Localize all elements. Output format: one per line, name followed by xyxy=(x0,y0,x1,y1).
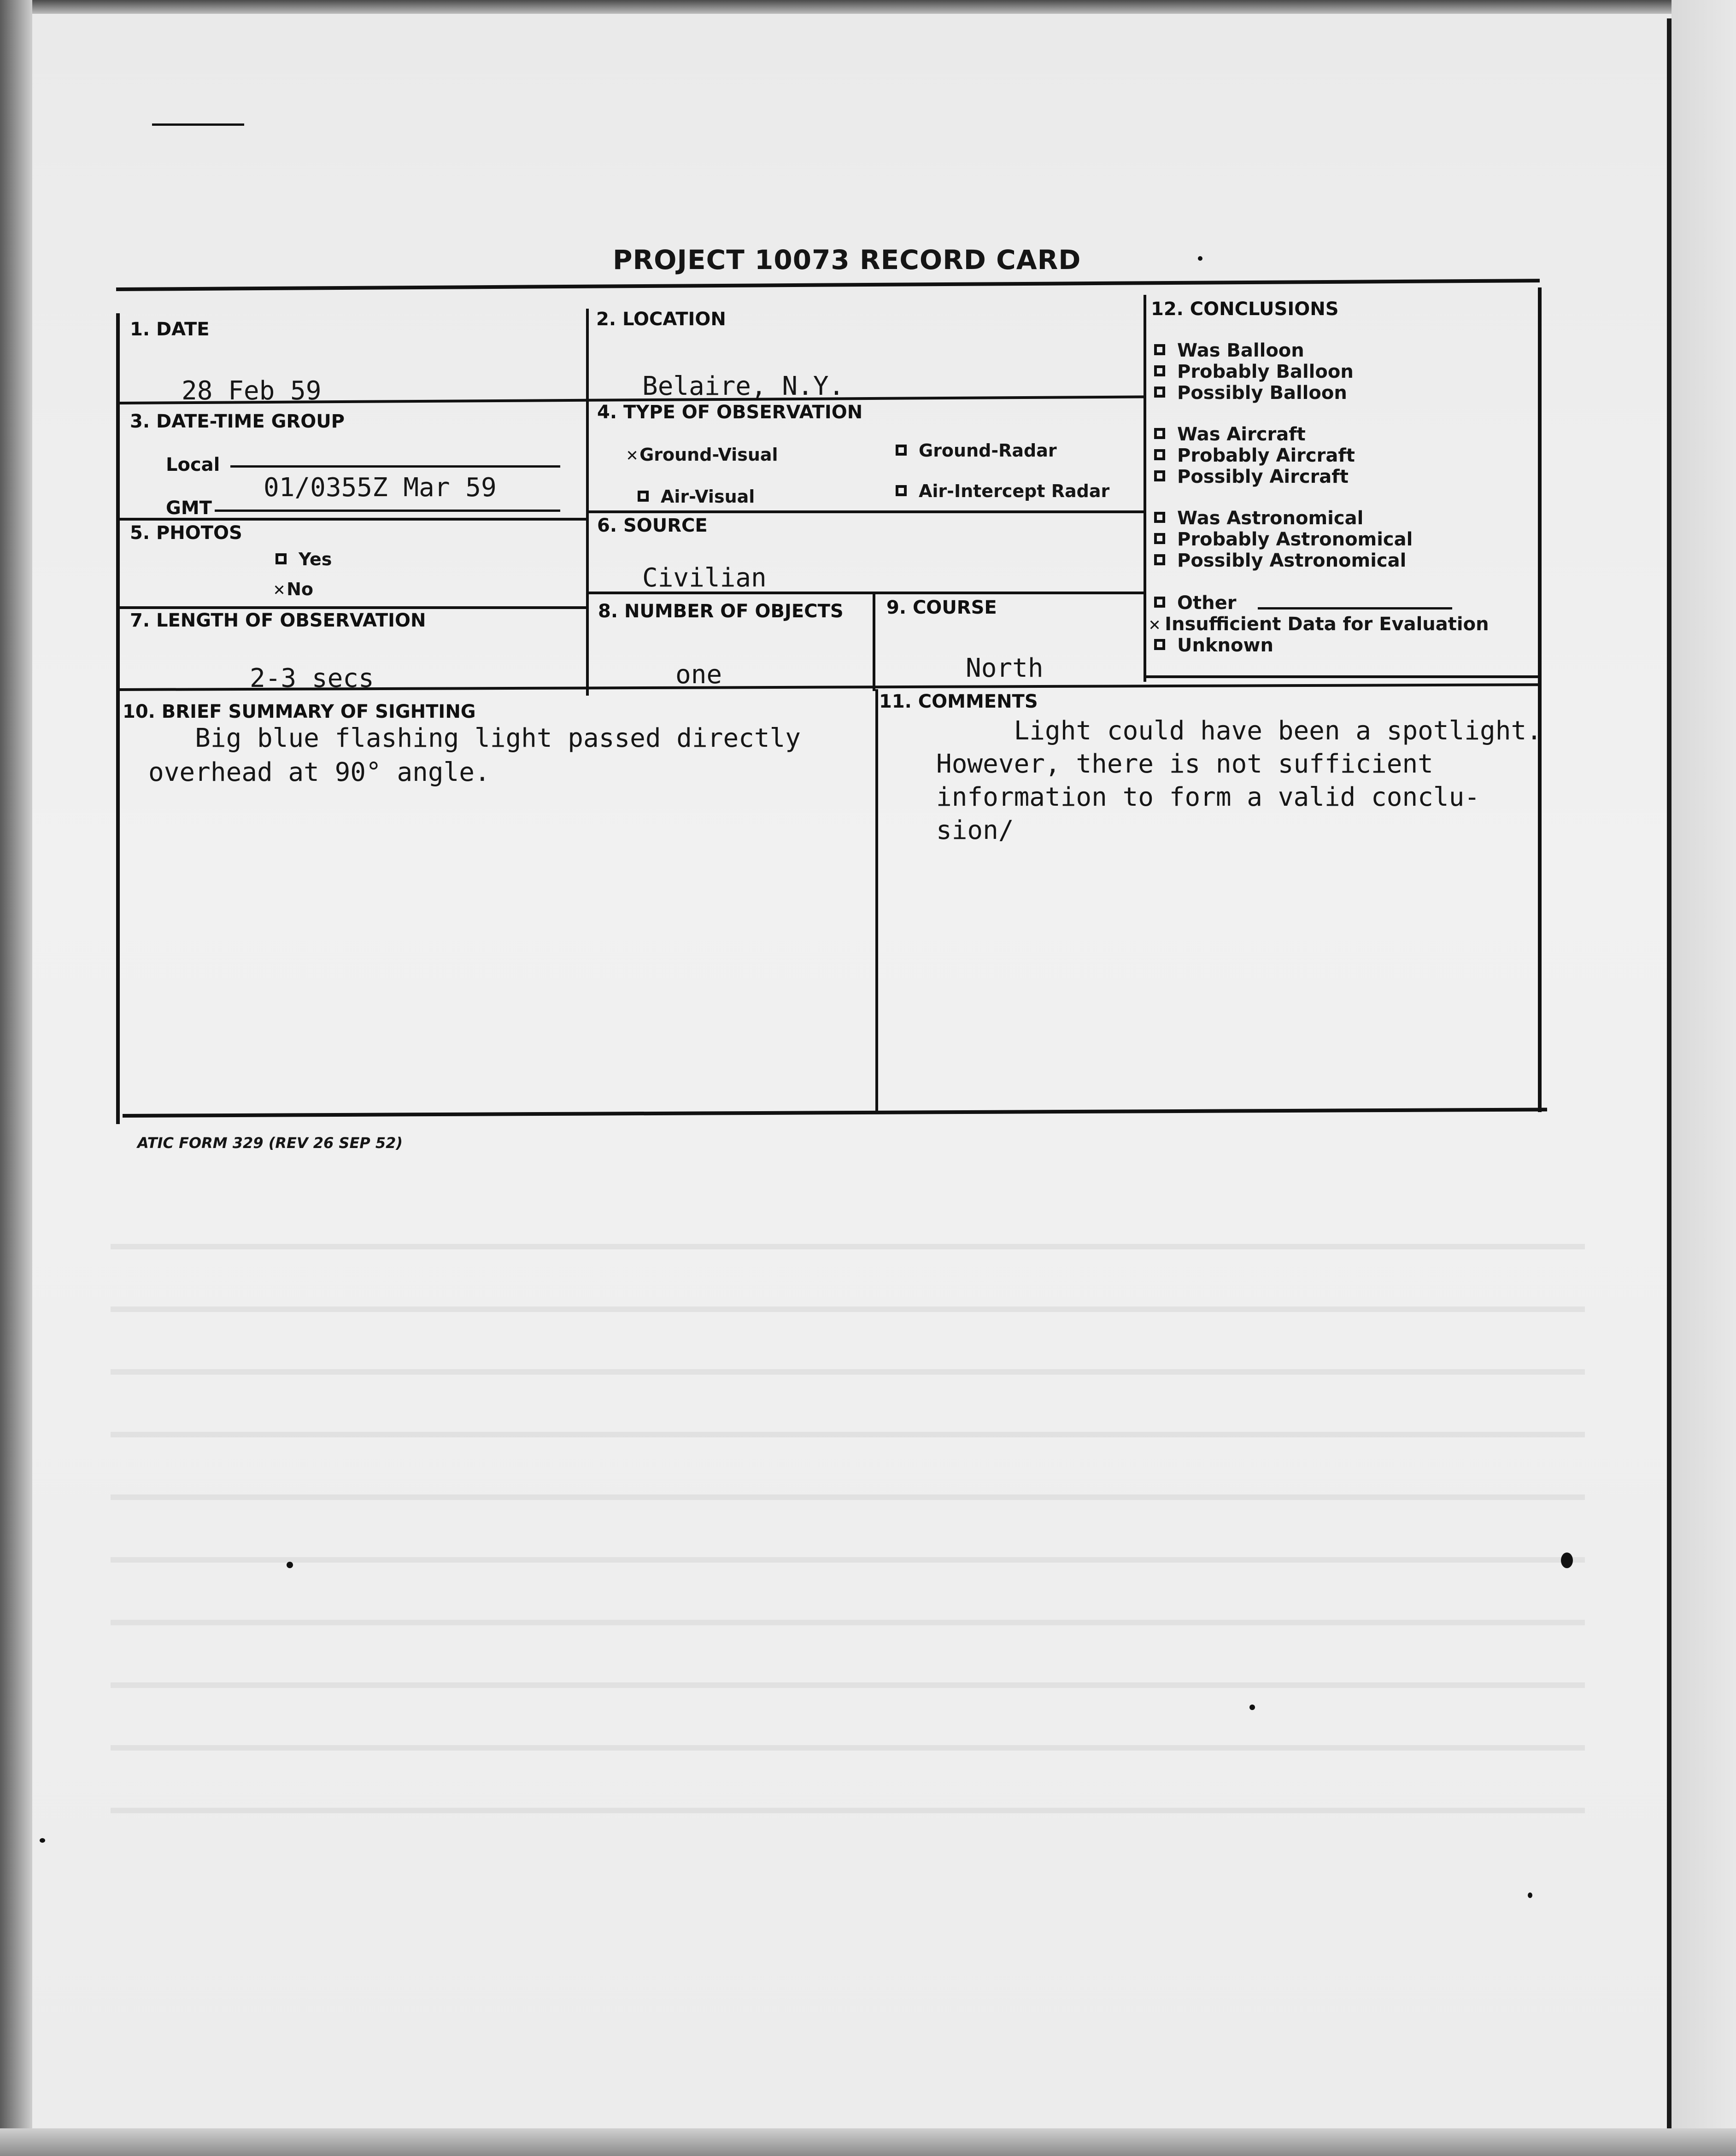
conclusion-insufficient-data[interactable] xyxy=(1149,614,1489,635)
source-label: 6. SOURCE xyxy=(597,515,708,536)
was-balloon-checkbox[interactable] xyxy=(1154,344,1165,355)
air-visual-option[interactable] xyxy=(638,486,755,507)
card-border-right xyxy=(1538,287,1542,1112)
local-label: Local xyxy=(166,454,220,475)
photos-no-label: No xyxy=(287,579,314,599)
comments-line-4: sion/ xyxy=(936,815,1014,845)
location-value: Belaire, N.Y. xyxy=(642,371,845,401)
card-title: PROJECT 10073 RECORD CARD xyxy=(613,244,1081,275)
other-checkbox[interactable] xyxy=(1154,597,1165,608)
was-aircraft-checkbox[interactable] xyxy=(1154,428,1165,439)
comments-line-1: Light could have been a spotlight. xyxy=(936,716,1542,746)
conclusion-probably-astronomical[interactable] xyxy=(1154,529,1413,550)
card-border-top xyxy=(116,279,1540,291)
divider-row3-left xyxy=(118,606,588,609)
divider-obj-course xyxy=(873,594,875,691)
conclusion-other[interactable] xyxy=(1154,592,1236,614)
comments-line-2: However, there is not sufficient xyxy=(936,749,1433,779)
ground-radar-label: Ground-Radar xyxy=(919,440,1057,461)
photos-yes-option[interactable] xyxy=(276,549,332,569)
brief-summary-line-1: Big blue flashing light passed directly xyxy=(148,723,801,753)
photos-yes-label: Yes xyxy=(299,549,332,569)
was-balloon-label: Was Balloon xyxy=(1177,340,1304,361)
probably-astronomical-checkbox[interactable] xyxy=(1154,533,1165,544)
possibly-balloon-checkbox[interactable] xyxy=(1154,387,1165,398)
photos-no-check-mark: ✕ xyxy=(274,579,285,600)
conclusion-possibly-aircraft[interactable] xyxy=(1154,466,1349,487)
gmt-label: GMT xyxy=(166,498,212,519)
location-label: 2. LOCATION xyxy=(596,309,726,330)
type-of-observation-label: 4. TYPE OF OBSERVATION xyxy=(597,402,863,423)
air-intercept-radar-checkbox[interactable] xyxy=(896,485,907,496)
length-of-observation-label: 7. LENGTH OF OBSERVATION xyxy=(130,610,426,631)
date-value: 28 Feb 59 xyxy=(182,376,322,406)
conclusion-probably-balloon[interactable] xyxy=(1154,361,1354,382)
was-astronomical-label: Was Astronomical xyxy=(1177,508,1364,529)
ground-radar-checkbox[interactable] xyxy=(896,445,907,456)
divider-col2 xyxy=(1144,295,1146,682)
photos-label: 5. PHOTOS xyxy=(130,522,242,544)
local-underline xyxy=(230,465,560,468)
other-label: Other xyxy=(1177,592,1237,614)
conclusion-possibly-astronomical[interactable] xyxy=(1154,550,1406,571)
ground-radar-option[interactable] xyxy=(896,440,1057,461)
possibly-astronomical-label: Possibly Astronomical xyxy=(1177,550,1407,571)
probably-balloon-label: Probably Balloon xyxy=(1177,361,1354,382)
was-aircraft-label: Was Aircraft xyxy=(1177,424,1306,445)
insufficient-data-label: Insufficient Data for Evaluation xyxy=(1165,614,1489,635)
conclusions-label: 12. CONCLUSIONS xyxy=(1151,299,1339,320)
source-value: Civilian xyxy=(642,563,767,593)
air-visual-label: Air-Visual xyxy=(661,486,755,507)
divider-col1 xyxy=(586,309,589,696)
conclusion-probably-aircraft[interactable] xyxy=(1154,445,1355,466)
course-value: North xyxy=(966,653,1044,683)
card-border-bottom xyxy=(123,1108,1547,1118)
comments-label: 11. COMMENTS xyxy=(879,691,1038,712)
possibly-aircraft-label: Possibly Aircraft xyxy=(1177,466,1349,487)
possibly-astronomical-checkbox[interactable] xyxy=(1154,554,1165,565)
air-visual-checkbox[interactable] xyxy=(638,491,649,502)
probably-aircraft-checkbox[interactable] xyxy=(1154,449,1165,460)
number-of-objects-label: 8. NUMBER OF OBJECTS xyxy=(598,601,844,622)
air-intercept-radar-label: Air-Intercept Radar xyxy=(919,481,1110,501)
date-label: 1. DATE xyxy=(130,319,210,340)
insufficient-data-check-mark: ✕ xyxy=(1149,614,1161,635)
gmt-value: 01/0355Z Mar 59 xyxy=(264,473,497,503)
comments-line-3: information to form a valid conclu- xyxy=(936,782,1480,812)
unknown-checkbox[interactable] xyxy=(1154,639,1165,650)
course-label: 9. COURSE xyxy=(886,597,997,618)
brief-summary-label: 10. BRIEF SUMMARY OF SIGHTING xyxy=(123,701,476,722)
card-border-left xyxy=(116,313,120,1124)
ground-visual-label: Ground-Visual xyxy=(639,445,778,465)
air-intercept-radar-option[interactable] xyxy=(896,481,1109,501)
conclusion-was-balloon[interactable] xyxy=(1154,340,1304,361)
date-time-group-label: 3. DATE-TIME GROUP xyxy=(130,411,345,432)
probably-balloon-checkbox[interactable] xyxy=(1154,365,1165,376)
probably-aircraft-label: Probably Aircraft xyxy=(1177,445,1355,466)
form-id: ATIC FORM 329 (REV 26 SEP 52) xyxy=(137,1134,403,1152)
conclusion-was-aircraft[interactable] xyxy=(1154,424,1306,445)
possibly-aircraft-checkbox[interactable] xyxy=(1154,470,1165,481)
photos-yes-checkbox[interactable] xyxy=(276,553,287,564)
conclusion-unknown[interactable] xyxy=(1154,635,1273,656)
was-astronomical-checkbox[interactable] xyxy=(1154,512,1165,523)
divider-conclusions-bottom xyxy=(1144,675,1540,678)
probably-astronomical-label: Probably Astronomical xyxy=(1177,529,1413,550)
conclusion-possibly-balloon[interactable] xyxy=(1154,382,1347,404)
number-of-objects-value: one xyxy=(675,660,722,690)
divider-row2-right xyxy=(588,510,1145,513)
possibly-balloon-label: Possibly Balloon xyxy=(1177,382,1347,404)
gmt-underline xyxy=(215,510,560,512)
length-of-observation-value: 2-3 secs xyxy=(250,663,374,693)
ground-visual-option[interactable] xyxy=(627,444,778,465)
divider-summary-comments xyxy=(875,689,878,1113)
brief-summary-line-2: overhead at 90° angle. xyxy=(148,757,490,787)
ground-visual-check-mark: ✕ xyxy=(627,444,638,465)
other-underline xyxy=(1258,607,1452,609)
unknown-label: Unknown xyxy=(1177,635,1273,656)
photos-no-option[interactable] xyxy=(274,579,313,600)
conclusion-was-astronomical[interactable] xyxy=(1154,508,1363,529)
